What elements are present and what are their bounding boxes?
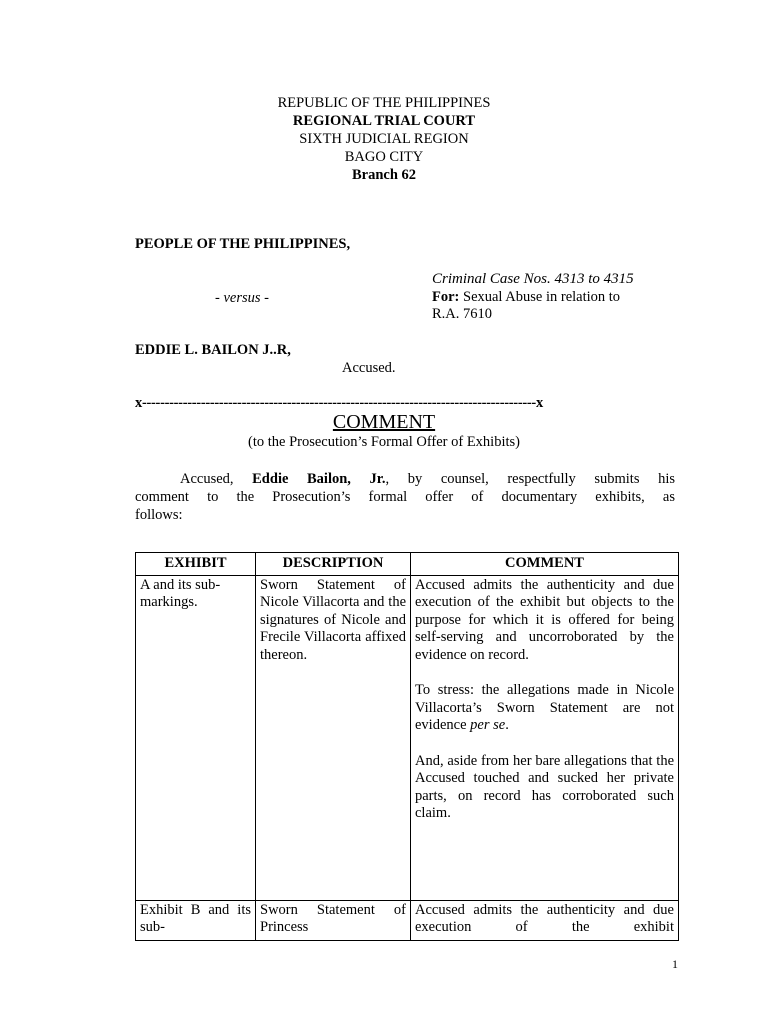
table-row <box>136 900 679 940</box>
for-text-line2: R.A. 7610 <box>432 306 493 322</box>
exhibits-table <box>135 552 679 941</box>
comment-cell <box>411 575 679 900</box>
court-line: REGIONAL TRIAL COURT <box>292 113 476 129</box>
court-caption <box>0 94 768 184</box>
branch-label: Branch <box>351 167 402 183</box>
description-cell: Sworn Statement of Princess <box>256 900 411 940</box>
comment-paragraph-1: Accused admits the authenticity and due execution of the exhibit but objects to the purpose for which it is offered for being self-serving and uncorroborated by the evidence on record. <box>415 576 674 663</box>
intro-line-1 <box>135 470 675 488</box>
intro-line-3: follows: <box>135 507 183 523</box>
intro-prefix: Accused, <box>180 471 253 487</box>
intro-paragraph <box>135 470 675 524</box>
case-numbers: Criminal Case Nos. 4313 to 4315 <box>432 271 634 287</box>
header-description: DESCRIPTION <box>256 553 411 576</box>
versus-label: - versus - <box>215 290 269 306</box>
for-label: For: <box>432 289 460 305</box>
for-text-line1: Sexual Abuse in relation to <box>459 289 621 305</box>
exhibit-cell: Exhibit B and its sub- <box>136 900 256 940</box>
comment-paragraph-2 <box>415 682 674 735</box>
republic-line: REPUBLIC OF THE PHILIPPINES <box>277 95 491 111</box>
accused-name-inline: Eddie Bailon, Jr. <box>252 471 386 487</box>
intro-line-2: comment to the Prosecution’s formal offer of documentary exhibits, as <box>135 489 675 505</box>
exhibit-cell: A and its sub-markings. <box>136 575 256 900</box>
page-number: 1 <box>672 957 678 971</box>
comment-paragraph-2-italic: per se <box>470 717 506 733</box>
accused-name: EDDIE L. BAILON J..R, <box>135 342 291 358</box>
document-title-wrap <box>0 411 768 433</box>
document-subtitle: (to the Prosecution’s Formal Offer of Exhibits) <box>248 434 520 450</box>
comment-paragraph-2-end: . <box>505 717 509 733</box>
branch-line <box>0 166 768 184</box>
table-row <box>136 575 679 900</box>
accused-label: Accused. <box>342 360 396 376</box>
document-title: COMMENT <box>332 411 436 433</box>
region-line: SIXTH JUDICIAL REGION <box>299 131 469 147</box>
header-exhibit: EXHIBIT <box>136 553 256 576</box>
case-nature <box>432 289 682 323</box>
header-comment: COMMENT <box>411 553 679 576</box>
city-line: BAGO CITY <box>344 149 424 165</box>
branch-number: 62 <box>401 167 417 183</box>
plaintiff-name: PEOPLE OF THE PHILIPPINES, <box>135 236 351 252</box>
intro-line1-rest: , by counsel, respectfully submits his <box>385 471 675 487</box>
table-header-row <box>136 553 679 576</box>
description-cell: Sworn Statement of Nicole Villacorta and the signatures of Nicole and Frecile Villacorta affixed thereon. <box>256 575 411 900</box>
comment-cell: Accused admits the authenticity and due execution of the exhibit <box>411 900 679 940</box>
caption-separator: x---------------------------------------------------------------------------------------x <box>135 395 543 411</box>
comment-paragraph-2-text: To stress: the allegations made in Nicole Villacorta’s Sworn Statement are not evidence <box>415 682 674 733</box>
comment-paragraph-3: And, aside from her bare allegations that the Accused touched and sucked her private parts, on record has corroborated such claim. <box>415 752 674 821</box>
